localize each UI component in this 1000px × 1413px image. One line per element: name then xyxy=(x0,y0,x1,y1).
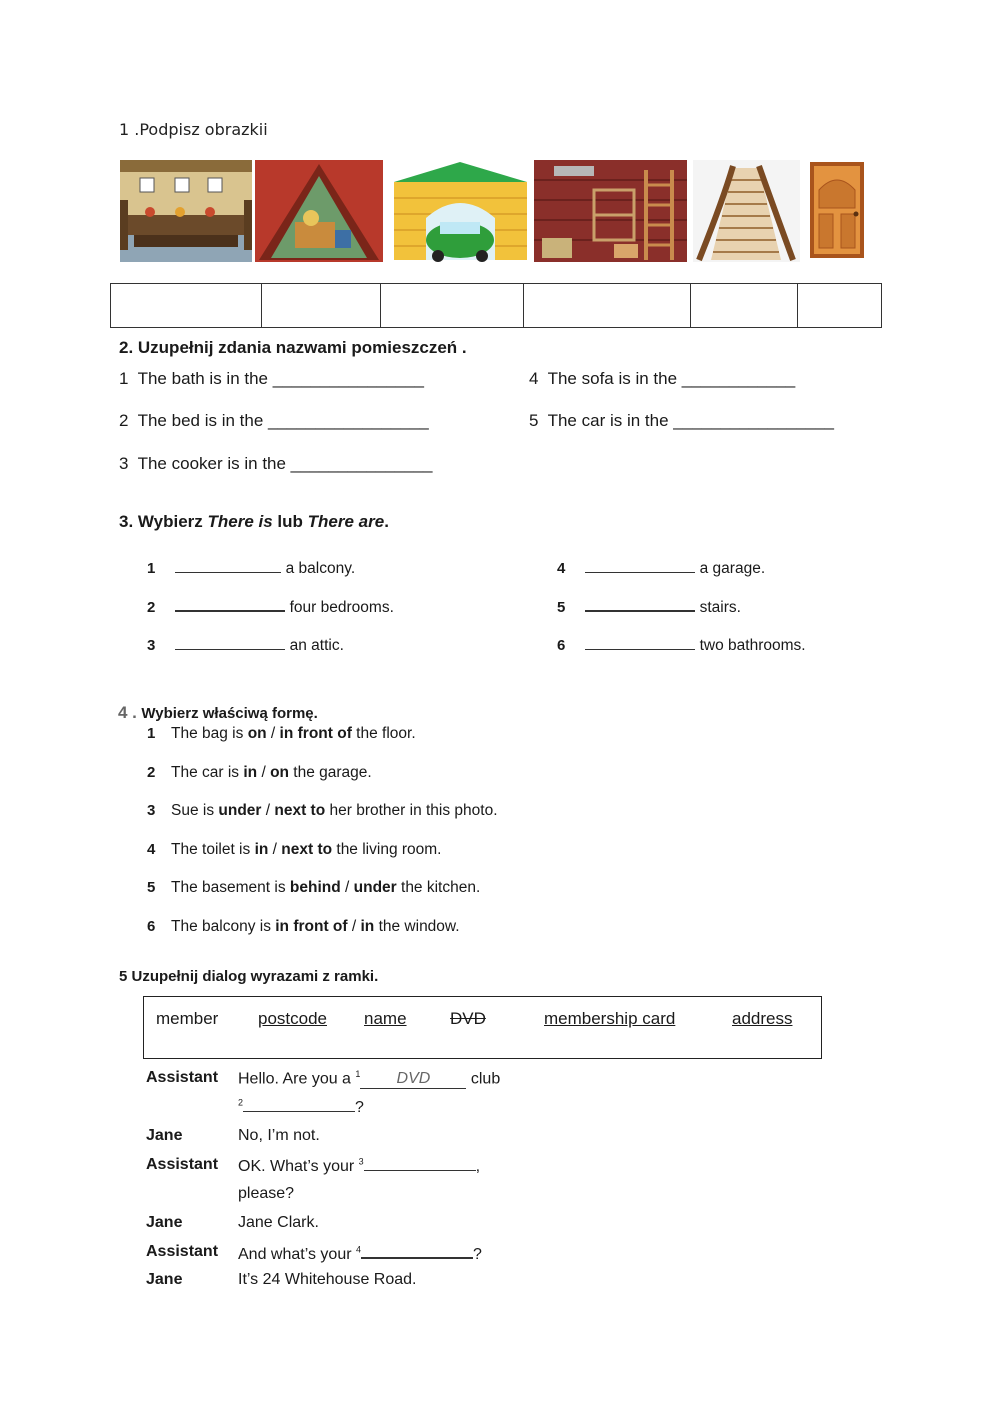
section4-item-6 xyxy=(147,918,460,936)
option-a[interactable]: in xyxy=(254,841,269,858)
section3-item-2 xyxy=(147,596,394,617)
section3-title-there-is: There is xyxy=(207,512,273,531)
item-number: 1 xyxy=(147,560,156,577)
option-b[interactable]: in front of xyxy=(279,725,352,742)
item-text: a balcony. xyxy=(285,560,356,577)
word-member[interactable]: member xyxy=(156,1009,219,1028)
answer-blank[interactable] xyxy=(175,635,285,650)
dining-room-icon xyxy=(120,160,252,262)
dialog-line-6: Jane Clark. xyxy=(238,1214,319,1231)
word-address[interactable]: address xyxy=(732,1009,793,1028)
picture-label-input-1[interactable] xyxy=(111,283,265,328)
section2-title: 2. Uzupełnij zdania nazwami pomieszczeń . xyxy=(119,338,467,357)
section4-number: 4 . xyxy=(118,703,137,722)
dialog-line-5: please? xyxy=(238,1185,295,1202)
picture-label-cell[interactable] xyxy=(381,284,524,328)
dialog-line-1 xyxy=(238,1069,500,1089)
option-a[interactable]: under xyxy=(218,802,262,819)
door-icon xyxy=(806,160,866,262)
section4-title xyxy=(118,703,318,723)
picture-label-input-6[interactable] xyxy=(798,283,885,328)
item-number: 2 xyxy=(147,764,156,781)
section4-item-1 xyxy=(147,725,416,743)
picture-label-table xyxy=(110,283,882,328)
option-sep: / xyxy=(268,841,282,858)
item-number: 4 xyxy=(557,560,566,577)
picture-label-cell[interactable] xyxy=(798,284,882,328)
picture-label-cell[interactable] xyxy=(111,284,262,328)
section2-item-5[interactable]: 5 The car is in the _________________ xyxy=(529,411,834,430)
stairs-icon xyxy=(693,160,800,262)
option-b[interactable]: in xyxy=(360,918,375,935)
section2-item-4[interactable]: 4 The sofa is in the ____________ xyxy=(529,369,796,388)
dialog-speaker: Jane xyxy=(146,1214,183,1231)
answer-blank[interactable] xyxy=(585,635,695,650)
answer-blank[interactable] xyxy=(175,558,281,573)
option-a[interactable]: behind xyxy=(289,879,341,896)
word-membership-card[interactable]: membership card xyxy=(544,1009,676,1028)
section3-item-1 xyxy=(147,558,355,578)
picture-label-cell[interactable] xyxy=(691,284,798,328)
dialog-text: , xyxy=(475,1158,481,1175)
dialog-text: OK. What’s your xyxy=(238,1158,359,1175)
dialog-line-3: No, I’m not. xyxy=(238,1127,320,1144)
section3-title-there-are: There are xyxy=(307,512,385,531)
option-b[interactable]: under xyxy=(353,879,397,896)
option-b[interactable]: on xyxy=(270,764,289,781)
basement-icon xyxy=(534,160,687,262)
word-name[interactable]: name xyxy=(364,1009,407,1028)
word-dvd[interactable]: DVD xyxy=(450,1009,486,1028)
section4-title-text: Wybierz właściwą formę. xyxy=(141,705,318,722)
item-pre: The toilet is xyxy=(171,841,255,858)
option-sep: / xyxy=(257,764,271,781)
item-text: an attic. xyxy=(289,637,344,654)
section2-item-3[interactable]: 3 The cooker is in the _______________ xyxy=(119,454,433,473)
item-pre: Sue is xyxy=(171,802,219,819)
gap-4[interactable] xyxy=(361,1243,473,1259)
picture-label-input-3[interactable] xyxy=(381,283,527,328)
answer-blank[interactable] xyxy=(175,596,285,612)
gap-3[interactable] xyxy=(364,1156,476,1171)
dialog-text: ? xyxy=(473,1246,482,1263)
item-number: 2 xyxy=(147,599,156,616)
section2-item-1[interactable]: 1 The bath is in the ________________ xyxy=(119,369,425,388)
section2-item-2[interactable]: 2 The bed is in the _________________ xyxy=(119,411,429,430)
dialog-speaker: Assistant xyxy=(146,1069,219,1086)
section3-item-3 xyxy=(147,635,344,655)
item-post: her brother in this photo. xyxy=(325,802,498,819)
section1-title: 1 .Podpisz obrazkii xyxy=(119,120,268,139)
picture-label-cell[interactable] xyxy=(262,284,381,328)
item-text: two bathrooms. xyxy=(699,637,806,654)
section3-item-6 xyxy=(557,635,806,655)
item-number: 6 xyxy=(557,637,566,654)
item-number: 5 xyxy=(147,879,156,896)
gap-1[interactable] xyxy=(360,1070,466,1089)
option-a[interactable]: in xyxy=(243,764,258,781)
item-post: the floor. xyxy=(351,725,416,742)
option-sep: / xyxy=(347,918,361,935)
option-sep: / xyxy=(261,802,275,819)
item-pre: The car is xyxy=(171,764,244,781)
dialog-speaker: Jane xyxy=(146,1127,183,1144)
option-a[interactable]: in front of xyxy=(275,918,348,935)
word-postcode[interactable]: postcode xyxy=(258,1009,327,1028)
item-pre: The bag is xyxy=(171,725,248,742)
gap-number: 3 xyxy=(358,1156,364,1167)
option-a[interactable]: on xyxy=(247,725,267,742)
section3-item-4 xyxy=(557,558,765,578)
item-number: 3 xyxy=(147,802,156,819)
item-post: the kitchen. xyxy=(396,879,481,896)
item-text: a garage. xyxy=(699,560,766,577)
item-text: stairs. xyxy=(699,599,741,616)
gap-number: 4 xyxy=(356,1244,362,1255)
dialog-line-8: It’s 24 Whitehouse Road. xyxy=(238,1271,417,1288)
section3-item-5 xyxy=(557,596,741,617)
attic-icon xyxy=(255,160,383,262)
answer-blank[interactable] xyxy=(585,596,695,612)
dialog-line-4 xyxy=(238,1156,480,1176)
picture-label-input-2[interactable] xyxy=(262,283,384,328)
garage-icon xyxy=(392,160,529,262)
item-post: the window. xyxy=(374,918,460,935)
dialog-speaker: Assistant xyxy=(146,1243,219,1260)
option-sep: / xyxy=(266,725,280,742)
dialog-line-2 xyxy=(238,1097,364,1117)
section4-item-5 xyxy=(147,879,480,897)
picture-label-input-5[interactable] xyxy=(691,283,801,328)
section3-title-end: . xyxy=(384,512,389,531)
gap-2[interactable] xyxy=(243,1097,355,1112)
section3-title-mid: lub xyxy=(272,512,308,531)
item-text: four bedrooms. xyxy=(289,599,394,616)
dialog-speaker: Assistant xyxy=(146,1156,219,1173)
section3-title xyxy=(119,512,389,532)
item-number: 6 xyxy=(147,918,156,935)
option-sep: / xyxy=(340,879,354,896)
dialog-text: And what’s your xyxy=(238,1246,356,1263)
item-number: 5 xyxy=(557,599,566,616)
word-box xyxy=(143,996,822,1059)
item-pre: The basement is xyxy=(171,879,290,896)
section4-item-3 xyxy=(147,802,498,820)
picture-label-input-4[interactable] xyxy=(524,283,694,328)
section4-item-2 xyxy=(147,764,372,782)
item-pre: The balcony is xyxy=(171,918,276,935)
example-answer: DVD xyxy=(396,1070,431,1088)
dialog-speaker: Jane xyxy=(146,1271,183,1288)
item-post: the living room. xyxy=(332,841,442,858)
item-number: 4 xyxy=(147,841,156,858)
section4-item-4 xyxy=(147,841,442,859)
section3-title-prefix: 3. Wybierz xyxy=(119,512,208,531)
option-b[interactable]: next to xyxy=(281,841,333,858)
dialog-text: ? xyxy=(355,1099,364,1116)
dialog-text: club xyxy=(466,1070,501,1088)
gap-number: 1 xyxy=(355,1069,361,1079)
item-number: 3 xyxy=(147,637,156,654)
dialog-line-7 xyxy=(238,1243,482,1264)
option-b[interactable]: next to xyxy=(274,802,326,819)
gap-number: 2 xyxy=(238,1097,244,1108)
section5-title: 5 Uzupełnij dialog wyrazami z ramki. xyxy=(119,968,379,985)
dialog-text: Hello. Are you a xyxy=(238,1070,356,1088)
picture-label-cell[interactable] xyxy=(524,284,691,328)
item-post: the garage. xyxy=(289,764,372,781)
answer-blank[interactable] xyxy=(585,558,695,573)
item-number: 1 xyxy=(147,725,156,742)
